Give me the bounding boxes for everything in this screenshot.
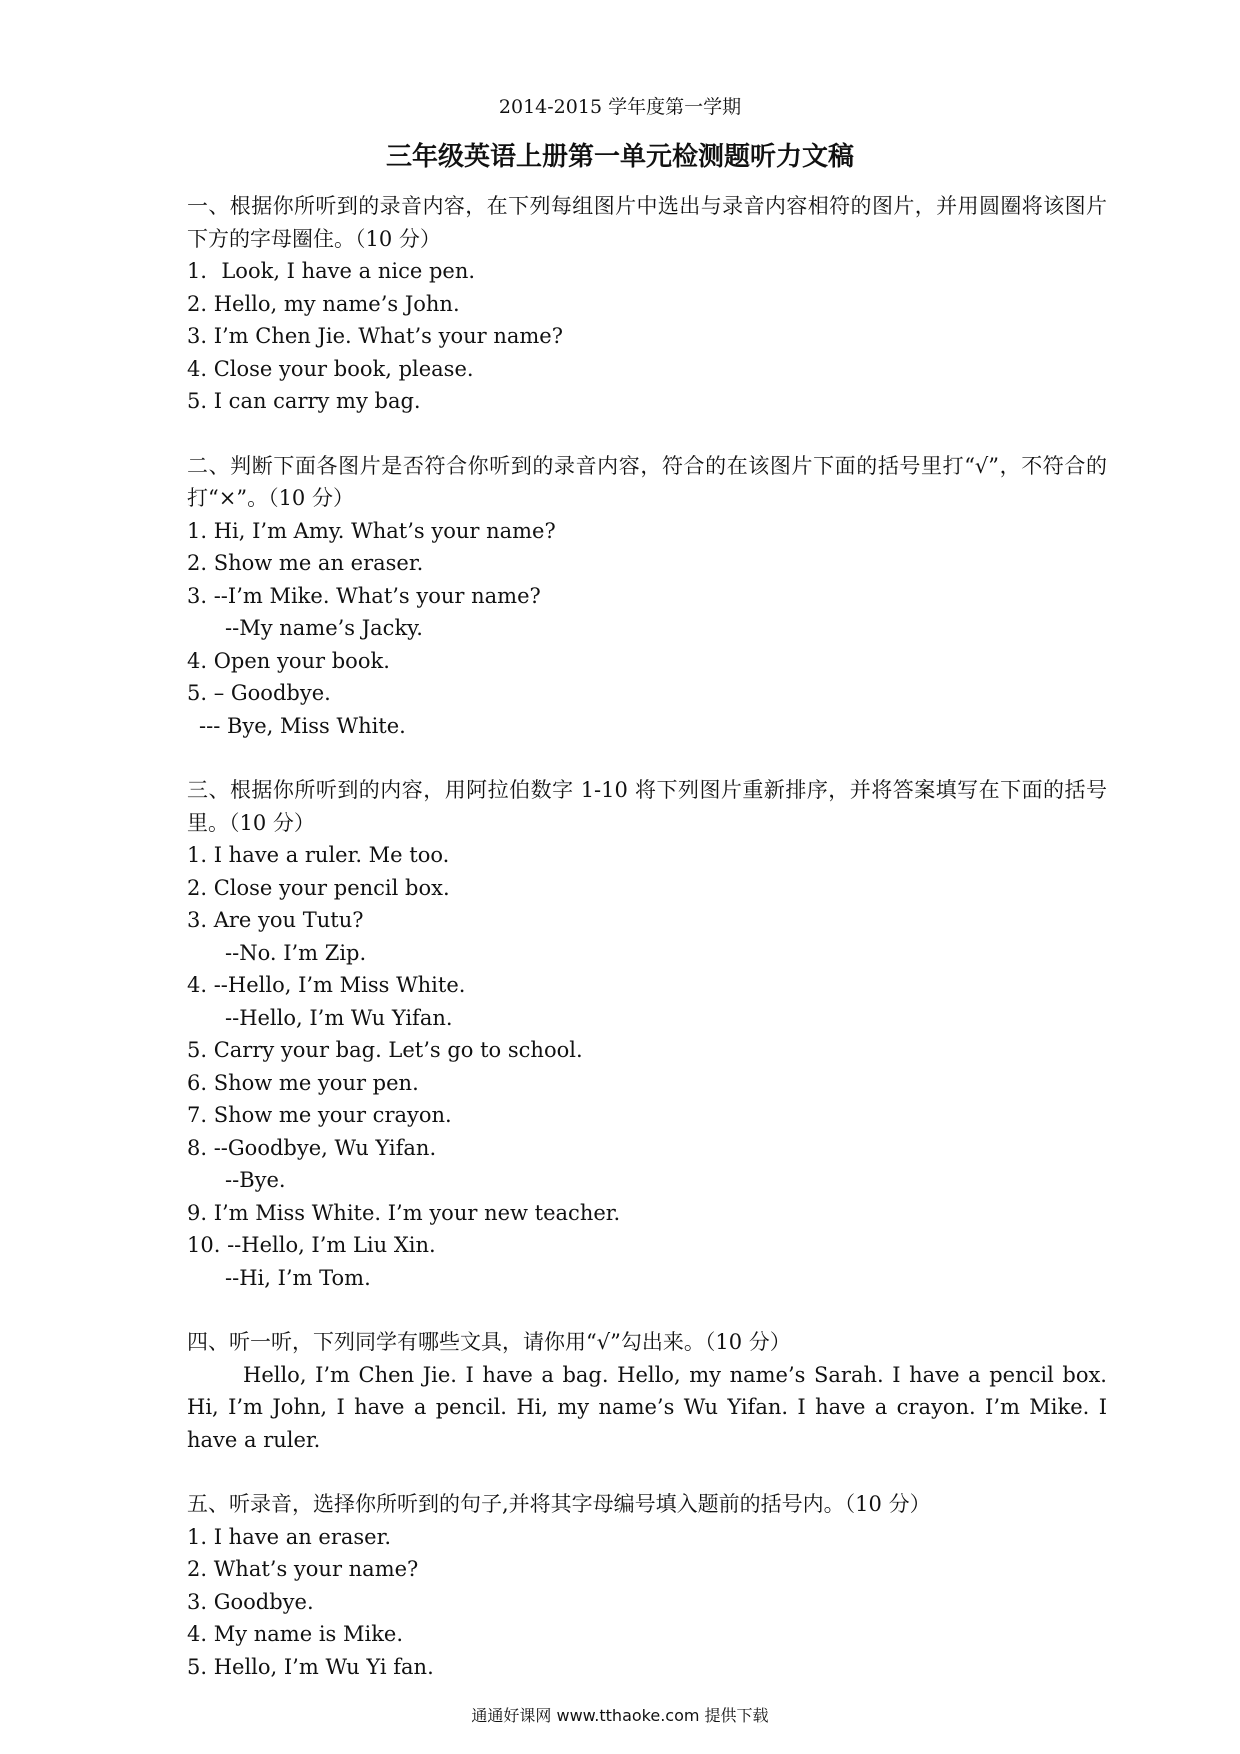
listening-paragraph: Hello, I’m Chen Jie. I have a bag. Hello, my name’s Sarah. I have a pencil box. Hi, I’m John, I have a pencil. Hi, my name’s Wu Yifan. I have a crayon. I’m Mike. I have a ruler. (187, 1362, 1107, 1452)
list-item: 8. --Goodbye, Wu Yifan. (187, 1135, 437, 1160)
list-item: 3. Goodbye. (187, 1589, 314, 1614)
list-item: --Hello, I’m Wu Yifan. (225, 1005, 453, 1030)
list-item: --Bye. (225, 1168, 286, 1192)
list-item: 1．Look, I have a nice pen. (187, 259, 476, 283)
list-item: 1. Hi, I’m Amy. What’s your name? (187, 518, 556, 543)
list-item: 1. I have a ruler. Me too. (187, 843, 450, 867)
list-item: 4. --Hello, I’m Miss White. (187, 973, 466, 997)
school-year: 2014-2015 学年度第一学期 (498, 96, 742, 118)
list-item: 3. --I’m Mike. What’s your name? (187, 583, 541, 608)
list-item: 7. Show me your crayon. (187, 1103, 452, 1127)
list-item: --No. I’m Zip. (225, 940, 367, 965)
list-item: 10. --Hello, I’m Liu Xin. (187, 1233, 436, 1257)
list-item: 5. – Goodbye. (187, 681, 331, 705)
list-item: 3. I’m Chen Jie. What’s your name? (187, 324, 563, 348)
section-3 (187, 774, 1107, 1294)
section-instruction: 二、判断下面各图片是否符合你听到的录音内容，符合的在该图片下面的括号里打“√”，不符合的打“×”。（10 分） (187, 453, 1107, 510)
list-item: --My name’s Jacky. (225, 616, 423, 640)
list-item: --Hi, I’m Tom. (225, 1265, 371, 1290)
list-item: 1. I have an eraser. (187, 1524, 392, 1549)
list-item: 6. Show me your pen. (187, 1070, 419, 1095)
list-item: 5. Carry your bag. Let’s go to school. (187, 1038, 583, 1062)
section-instruction: 一、根据你所听到的录音内容，在下列每组图片中选出与录音内容相符的图片，并用圆圈将该图片下方的字母圈住。（10 分） (187, 194, 1107, 251)
list-item: 2. Show me an eraser. (187, 551, 424, 575)
page-title: 三年级英语上册第一单元检测题听力文稿 (385, 142, 854, 172)
list-item: 4. Close your book, please. (187, 356, 474, 381)
section-5 (187, 1488, 1107, 1683)
section-instruction: 三、根据你所听到的内容，用阿拉伯数字 1-10 将下列图片重新排序，并将答案填写在下面的括号里。（10 分） (187, 778, 1107, 835)
list-item: 4. My name is Mike. (187, 1622, 404, 1646)
list-item: 5. Hello, I’m Wu Yi fan. (187, 1654, 434, 1679)
list-item: 5. I can carry my bag. (187, 389, 421, 413)
section-instruction: 四、听一听，下列同学有哪些文具，请你用“√”勾出来。（10 分） (187, 1330, 791, 1354)
list-item: --- Bye, Miss White. (199, 713, 406, 738)
page-footer: 通通好课网 www.tthaoke.com 提供下载 (471, 1706, 769, 1725)
list-item: 3. Are you Tutu? (187, 908, 364, 932)
section-2 (187, 450, 1107, 743)
section-1 (187, 190, 1107, 418)
section-instruction: 五、听录音，选择你所听到的句子,并将其字母编号填入题前的括号内。（10 分） (187, 1492, 931, 1516)
list-item: 4. Open your book. (187, 648, 390, 673)
list-item: 9. I’m Miss White. I’m your new teacher. (187, 1200, 621, 1225)
section-4 (187, 1326, 1107, 1456)
list-item: 2. Hello, my name’s John. (187, 291, 460, 316)
list-item: 2. What’s your name? (187, 1557, 419, 1581)
list-item: 2. Close your pencil box. (187, 875, 450, 900)
document-body (187, 190, 1107, 1715)
